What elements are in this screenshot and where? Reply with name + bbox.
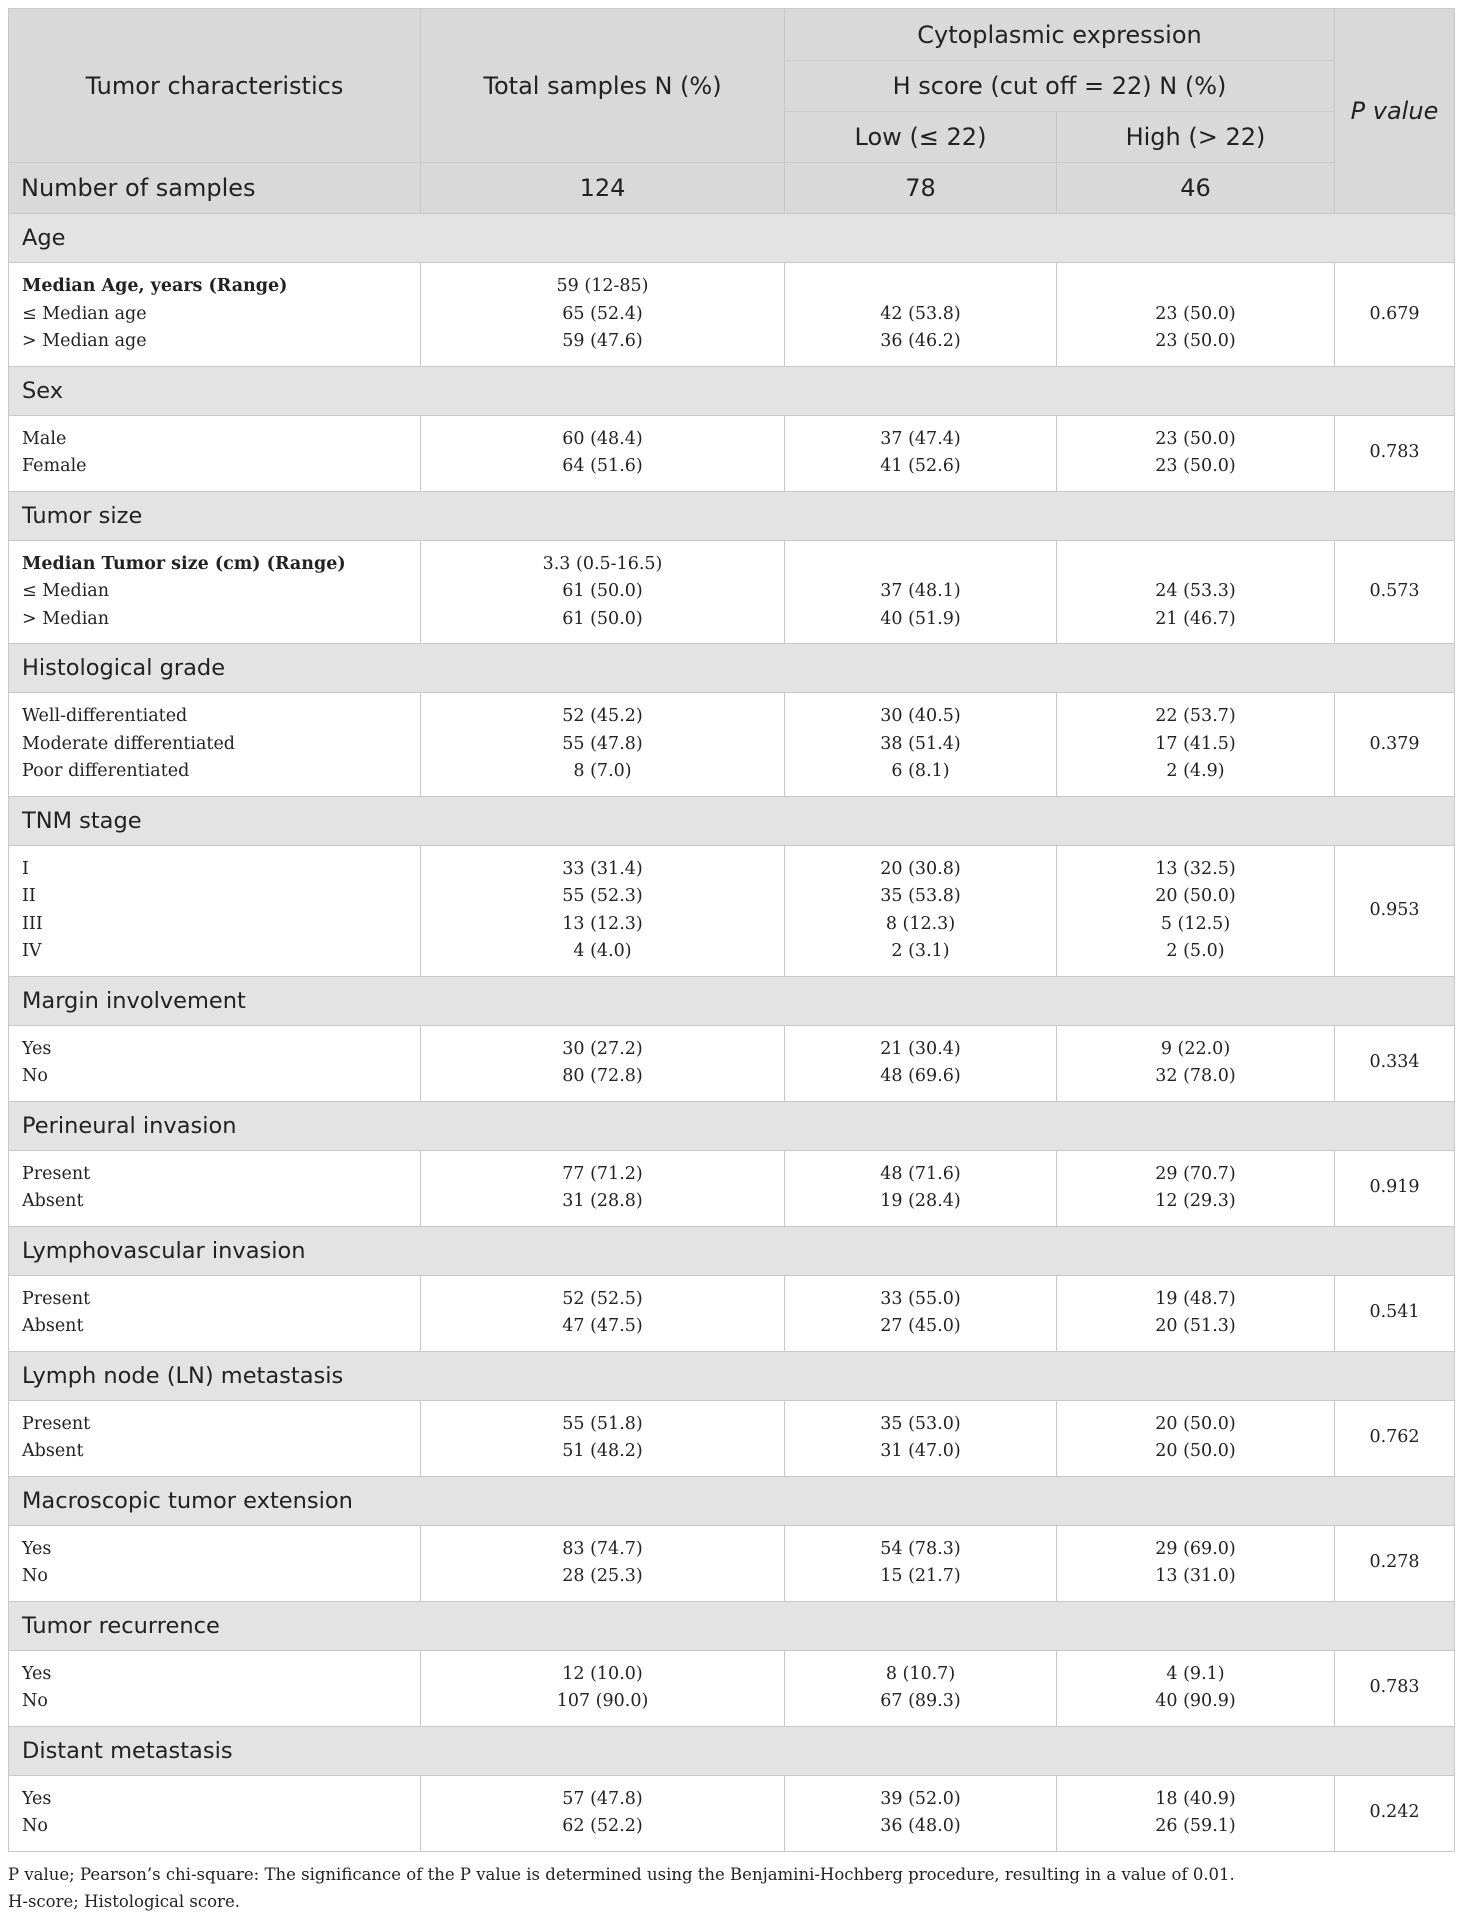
high-value: 9 (22.0) [1160, 1038, 1231, 1059]
total-value-cell [421, 1275, 785, 1351]
row-label: Yes [22, 1663, 52, 1684]
section-title: Lymphovascular invasion [9, 1226, 1455, 1275]
tumor-characteristics-table [8, 8, 1455, 1852]
high-value: 29 (70.7) [1155, 1163, 1236, 1184]
table-row [9, 263, 1455, 367]
footnote-p-value: P value; Pearson’s chi-square: The significance of the P value is determined using the Benjamini-Hochberg procedure, resulting in a value of 0.01. [8, 1864, 1235, 1884]
high-value: 29 (69.0) [1155, 1538, 1236, 1559]
total-value-cell [421, 845, 785, 976]
total-value-cell [421, 1025, 785, 1101]
row-label: No [22, 1691, 48, 1711]
high-value: 4 (9.1) [1166, 1663, 1225, 1684]
section-title: Distant metastasis [9, 1726, 1455, 1775]
low-value-cell [785, 693, 1057, 797]
row-label: Female [22, 456, 87, 476]
section-header-histological-grade [9, 644, 1455, 693]
table-row [9, 415, 1455, 491]
row-label-cell [9, 1525, 421, 1601]
total-value: 30 (27.2) [562, 1038, 643, 1059]
section-title: Tumor size [9, 491, 1455, 540]
row-label: Moderate differentiated [22, 733, 235, 754]
row-label: I [22, 858, 29, 879]
high-value: 26 (59.1) [1155, 1816, 1236, 1836]
table-row [9, 1775, 1455, 1851]
section-title: Histological grade [9, 644, 1455, 693]
low-value-cell [785, 845, 1057, 976]
low-value [785, 551, 1056, 579]
row-label: Median Age, years (Range) [22, 276, 288, 296]
low-value: 48 (71.6) [880, 1163, 961, 1184]
section-header-distant-metastasis [9, 1726, 1455, 1775]
high-value: 13 (32.5) [1155, 858, 1236, 879]
low-value-cell [785, 1525, 1057, 1601]
total-value: 77 (71.2) [562, 1163, 643, 1184]
total-value: 4 (4.0) [573, 941, 632, 961]
row-label-cell [9, 1025, 421, 1101]
low-value: 48 (69.6) [880, 1066, 961, 1086]
low-value: 37 (47.4) [880, 428, 961, 449]
low-value: 19 (28.4) [880, 1191, 961, 1211]
table-container [8, 8, 1454, 1915]
table-row [9, 1150, 1455, 1226]
footnotes [8, 1861, 1454, 1915]
low-value: 8 (10.7) [885, 1663, 956, 1684]
low-value: 36 (48.0) [880, 1816, 961, 1836]
table-row [9, 1275, 1455, 1351]
row-label-cell [9, 1275, 421, 1351]
row-label: IV [22, 941, 42, 961]
table-row [9, 540, 1455, 644]
row-label: Well-differentiated [22, 706, 188, 726]
row-label-cell [9, 263, 421, 367]
high-value [1057, 551, 1334, 579]
total-value: 59 (12-85) [556, 276, 649, 296]
row-label: No [22, 1066, 48, 1086]
total-value: 60 (48.4) [562, 428, 643, 449]
high-value: 18 (40.9) [1155, 1788, 1236, 1809]
high-value-cell [1057, 845, 1335, 976]
high-value: 23 (50.0) [1155, 456, 1236, 476]
row-label-cell [9, 693, 421, 797]
high-value: 17 (41.5) [1155, 733, 1236, 754]
low-value: 8 (12.3) [885, 913, 956, 934]
table-row [9, 1025, 1455, 1101]
p-value-cell: 0.379 [1335, 693, 1455, 797]
total-value: 52 (45.2) [562, 706, 643, 726]
high-value: 20 (50.0) [1155, 886, 1236, 906]
high-value-cell [1057, 1275, 1335, 1351]
total-value: 64 (51.6) [562, 456, 643, 476]
total-value: 107 (90.0) [556, 1691, 649, 1711]
low-value-cell [785, 540, 1057, 644]
low-value-cell [785, 1150, 1057, 1226]
row-label: Yes [22, 1788, 52, 1809]
low-value-cell [785, 1775, 1057, 1851]
low-value: 20 (30.8) [880, 858, 961, 879]
row-label-cell [9, 540, 421, 644]
section-title: TNM stage [9, 796, 1455, 845]
row-label: No [22, 1566, 48, 1586]
high-value-cell [1057, 1400, 1335, 1476]
table-row [9, 693, 1455, 797]
high-value: 20 (51.3) [1155, 1316, 1236, 1336]
p-value-cell: 0.762 [1335, 1400, 1455, 1476]
header-h-score: H score (cut off = 22) N (%) [785, 61, 1335, 112]
low-value [785, 273, 1056, 301]
row-label: II [22, 886, 36, 906]
high-value: 23 (50.0) [1155, 428, 1236, 449]
high-value: 12 (29.3) [1155, 1191, 1236, 1211]
section-header-macroscopic-tumor-extension [9, 1476, 1455, 1525]
high-value: 23 (50.0) [1155, 303, 1236, 324]
row-label: ≤ Median [22, 581, 110, 601]
low-value: 27 (45.0) [880, 1316, 961, 1336]
row-label: Absent [22, 1191, 84, 1211]
total-value-cell [421, 263, 785, 367]
total-value-cell [421, 1650, 785, 1726]
high-value: 21 (46.7) [1155, 608, 1236, 629]
total-value: 31 (28.8) [562, 1191, 643, 1211]
high-value-cell [1057, 1775, 1335, 1851]
low-value: 39 (52.0) [880, 1788, 961, 1809]
section-header-lymphovascular-invasion [9, 1226, 1455, 1275]
low-value: 36 (46.2) [880, 331, 961, 351]
section-title: Margin involvement [9, 976, 1455, 1025]
header-p-value: P value [1335, 9, 1455, 214]
total-value: 55 (47.8) [562, 733, 643, 754]
section-header-sex [9, 366, 1455, 415]
p-value-cell: 0.783 [1335, 415, 1455, 491]
high-value: 20 (50.0) [1155, 1413, 1236, 1434]
low-value: 35 (53.8) [880, 886, 961, 906]
total-value-cell [421, 693, 785, 797]
low-value-cell [785, 1275, 1057, 1351]
total-value: 61 (50.0) [562, 581, 643, 601]
row-label-cell [9, 845, 421, 976]
total-value: 65 (52.4) [562, 303, 643, 324]
row-label: No [22, 1816, 48, 1836]
high-value-cell [1057, 693, 1335, 797]
low-value: 54 (78.3) [880, 1538, 961, 1559]
row-label-cell [9, 1150, 421, 1226]
row-label: Present [22, 1413, 91, 1434]
low-value: 33 (55.0) [880, 1288, 961, 1309]
high-value: 32 (78.0) [1155, 1066, 1236, 1086]
high-value-cell [1057, 263, 1335, 367]
row-label: III [22, 913, 43, 934]
total-value: 61 (50.0) [562, 608, 643, 629]
row-label: Yes [22, 1038, 52, 1059]
p-value-cell: 0.278 [1335, 1525, 1455, 1601]
low-value: 37 (48.1) [880, 581, 961, 601]
high-value-cell [1057, 1650, 1335, 1726]
number-of-samples-low: 78 [785, 163, 1057, 214]
total-value: 80 (72.8) [562, 1066, 643, 1086]
total-value: 33 (31.4) [562, 858, 643, 879]
low-value: 67 (89.3) [880, 1691, 961, 1711]
low-value: 35 (53.0) [880, 1413, 961, 1434]
section-title: Macroscopic tumor extension [9, 1476, 1455, 1525]
p-value-cell: 0.541 [1335, 1275, 1455, 1351]
row-label: > Median [22, 608, 110, 629]
high-value-cell [1057, 1525, 1335, 1601]
high-value: 19 (48.7) [1155, 1288, 1236, 1309]
total-value-cell [421, 540, 785, 644]
header-tumor-characteristics: Tumor characteristics [9, 9, 421, 163]
total-value-cell [421, 415, 785, 491]
total-value-cell [421, 1150, 785, 1226]
header-total-samples: Total samples N (%) [421, 9, 785, 163]
total-value: 51 (48.2) [562, 1441, 643, 1461]
section-header-tumor-recurrence [9, 1601, 1455, 1650]
p-value-cell: 0.679 [1335, 263, 1455, 367]
total-value: 12 (10.0) [562, 1663, 643, 1684]
high-value: 22 (53.7) [1155, 706, 1236, 726]
high-value: 20 (50.0) [1155, 1441, 1236, 1461]
p-value-cell: 0.573 [1335, 540, 1455, 644]
total-value-cell [421, 1525, 785, 1601]
footnote-h-score: H-score; Histological score. [8, 1891, 240, 1911]
low-value-cell [785, 263, 1057, 367]
low-value: 42 (53.8) [880, 303, 961, 324]
total-value: 55 (52.3) [562, 886, 643, 906]
total-value: 8 (7.0) [573, 761, 632, 781]
low-value: 41 (52.6) [880, 456, 961, 476]
low-value: 21 (30.4) [880, 1038, 961, 1059]
row-label: Median Tumor size (cm) (Range) [22, 553, 346, 574]
section-header-perineural-invasion [9, 1101, 1455, 1150]
row-label-cell [9, 1650, 421, 1726]
p-value-cell: 0.919 [1335, 1150, 1455, 1226]
high-value-cell [1057, 415, 1335, 491]
low-value-cell [785, 1025, 1057, 1101]
section-header-margin-involvement [9, 976, 1455, 1025]
high-value: 5 (12.5) [1160, 913, 1231, 934]
low-value: 30 (40.5) [880, 706, 961, 726]
p-value-cell: 0.242 [1335, 1775, 1455, 1851]
row-label: Absent [22, 1316, 84, 1336]
table-row [9, 1400, 1455, 1476]
total-value: 57 (47.8) [562, 1788, 643, 1809]
high-value: 13 (31.0) [1155, 1566, 1236, 1586]
table-row [9, 1525, 1455, 1601]
total-value: 62 (52.2) [562, 1816, 643, 1836]
row-label: Poor differentiated [22, 761, 190, 781]
section-header-age [9, 214, 1455, 263]
low-value: 40 (51.9) [880, 608, 961, 629]
high-value [1057, 273, 1334, 301]
section-title: Tumor recurrence [9, 1601, 1455, 1650]
low-value-cell [785, 1400, 1057, 1476]
low-value: 15 (21.7) [880, 1566, 961, 1586]
high-value-cell [1057, 1150, 1335, 1226]
number-of-samples-total: 124 [421, 163, 785, 214]
section-title: Lymph node (LN) metastasis [9, 1351, 1455, 1400]
total-value: 3.3 (0.5-16.5) [542, 553, 663, 574]
low-value: 38 (51.4) [880, 733, 961, 754]
table-body [9, 214, 1455, 1852]
table-row [9, 1650, 1455, 1726]
header-cytoplasmic-expression: Cytoplasmic expression [785, 9, 1335, 61]
low-value: 31 (47.0) [880, 1441, 961, 1461]
total-value-cell [421, 1775, 785, 1851]
row-label: > Median age [22, 331, 147, 351]
p-value-cell: 0.334 [1335, 1025, 1455, 1101]
section-title: Sex [9, 366, 1455, 415]
row-label: Present [22, 1163, 91, 1184]
section-title: Perineural invasion [9, 1101, 1455, 1150]
section-title: Age [9, 214, 1455, 263]
high-value: 2 (5.0) [1166, 941, 1225, 961]
number-of-samples-high: 46 [1057, 163, 1335, 214]
total-value: 28 (25.3) [562, 1566, 643, 1586]
row-label-cell [9, 1400, 421, 1476]
row-label: Male [22, 428, 67, 449]
low-value: 6 (8.1) [891, 761, 950, 781]
high-value: 24 (53.3) [1155, 581, 1236, 601]
low-value: 2 (3.1) [891, 941, 950, 961]
section-header-lymph-node-ln-metastasis [9, 1351, 1455, 1400]
total-value: 52 (52.5) [562, 1288, 643, 1309]
row-label: Absent [22, 1441, 84, 1461]
p-value-cell: 0.953 [1335, 845, 1455, 976]
high-value-cell [1057, 540, 1335, 644]
row-label-cell [9, 415, 421, 491]
total-value: 47 (47.5) [562, 1316, 643, 1336]
high-value: 40 (90.9) [1155, 1691, 1236, 1711]
high-value-cell [1057, 1025, 1335, 1101]
total-value: 59 (47.6) [562, 331, 643, 351]
row-label: Present [22, 1288, 91, 1309]
section-header-tnm-stage [9, 796, 1455, 845]
total-value: 55 (51.8) [562, 1413, 643, 1434]
row-label-cell [9, 1775, 421, 1851]
section-header-tumor-size [9, 491, 1455, 540]
header-high: High (> 22) [1057, 112, 1335, 163]
high-value: 2 (4.9) [1166, 761, 1225, 781]
table-row [9, 845, 1455, 976]
row-label: ≤ Median age [22, 303, 147, 324]
p-value-cell: 0.783 [1335, 1650, 1455, 1726]
header-low: Low (≤ 22) [785, 112, 1057, 163]
total-value-cell [421, 1400, 785, 1476]
low-value-cell [785, 415, 1057, 491]
high-value: 23 (50.0) [1155, 331, 1236, 351]
total-value: 83 (74.7) [562, 1538, 643, 1559]
total-value: 13 (12.3) [562, 913, 643, 934]
low-value-cell [785, 1650, 1057, 1726]
row-label: Yes [22, 1538, 52, 1559]
number-of-samples-label: Number of samples [9, 163, 421, 214]
